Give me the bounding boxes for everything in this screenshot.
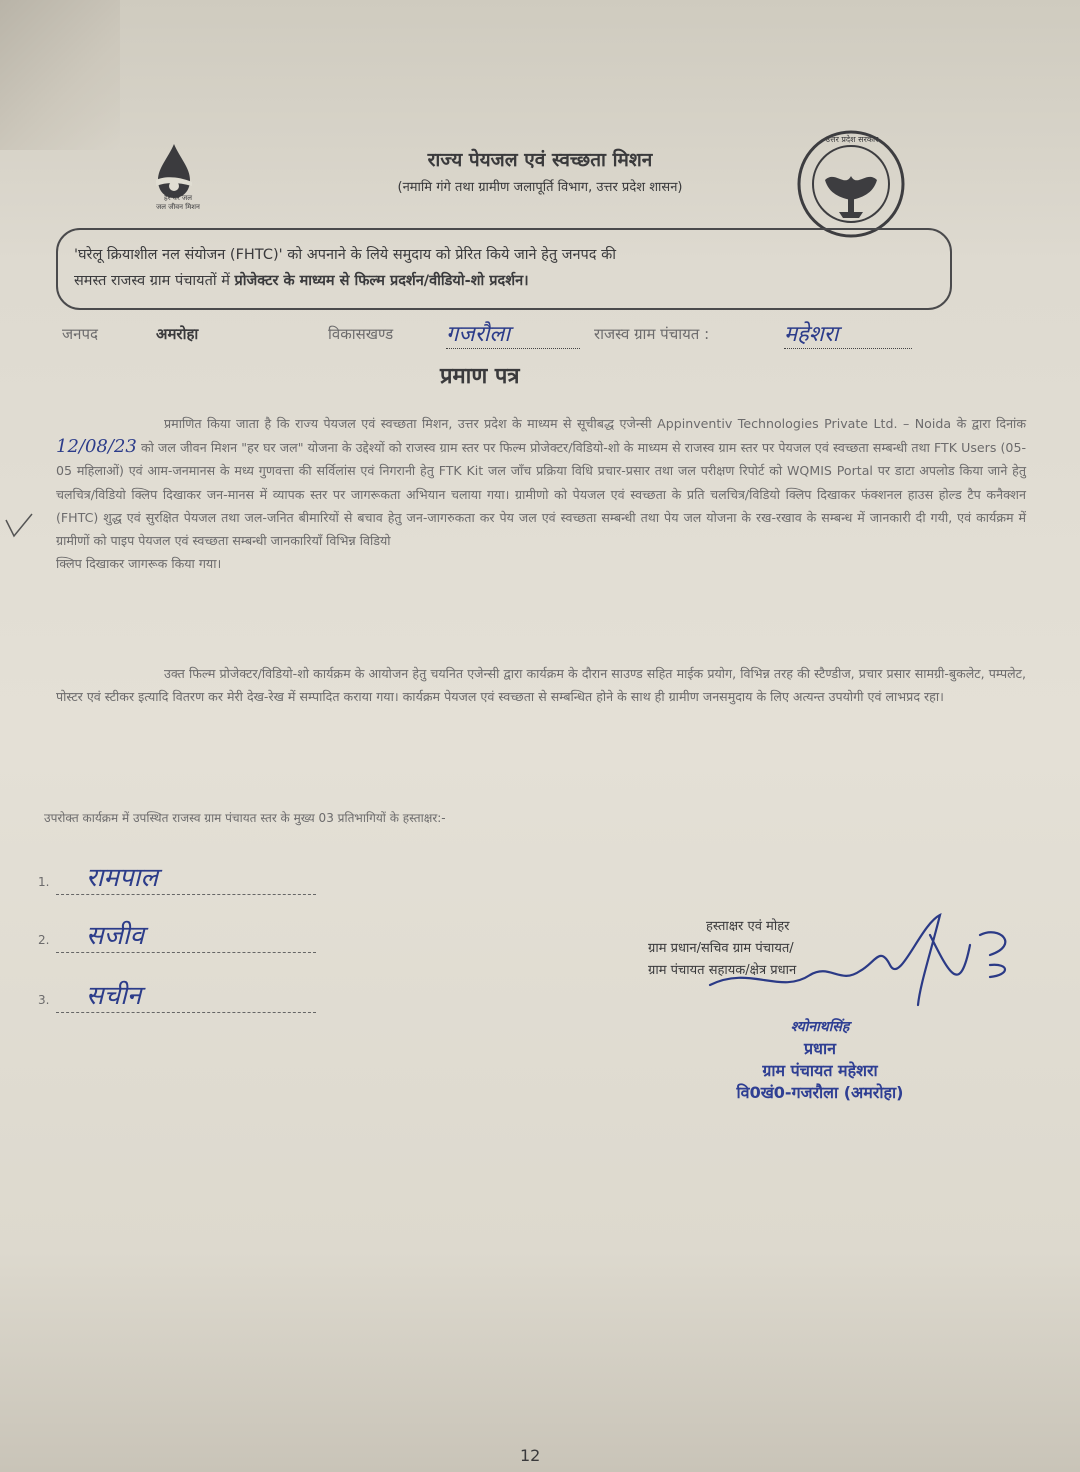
panchayat-label: राजस्व ग्राम पंचायत : — [594, 325, 710, 343]
pradhan-signature — [690, 905, 1020, 1025]
stamp-role: प्रधान — [804, 1039, 836, 1058]
para1-part1: प्रमाणित किया जाता है कि राज्य पेयजल एवं स्वच्छता मिशन, उत्तर प्रदेश के माध्यम से सूचीबद्ध एजेन्सी Appinventiv Technologies Private Ltd. – Noida के द्वारा दिनांक — [164, 416, 1026, 431]
stamp-signatory: श्योनाथसिंह — [790, 1019, 850, 1035]
para1-tail: क्लिप दिखाकर जागरूक किया गया। — [56, 556, 222, 572]
participant-signature-1: 1. रामपाल — [38, 858, 316, 895]
para1-part2: को जल जीवन मिशन "हर घर जल" योजना के उद्देश्यों को राजस्व ग्राम स्तर पर फिल्म प्रोजेक्टर/विडियो-शो के माध्यम से राजस्व ग्राम स्तर पर पेयजल एवं स्वच्छता सम्बन्धी तथा FTK Users (05-05 महिलाओं) एवं आम-जनमानस के मध्य गुणवत्ता की सर्विलांस एवं निगरानी हेतु FTK Kit जल जाँच प्रक्रिया विधि प्रचार-प्रसार तथा जल परीक्षण रिपोर्ट को WQMIS Portal पर डाटा अपलोड किया जाने हेतु चलचित्र/विडियो क्लिप दिखाकर जन-मानस में व्यापक स्तर पर जागरूकता अभियान चलाया गया। ग्रामीणो को पेयजल एवं स्वच्छता के प्रति चलचित्र/विडियो क्लिप दिखाकर फंक्शनल हाउस होल्ड टैप कनैक्शन (FHTC) शुद्ध एवं सुरक्षित पेयजल तथा जल-जनित बीमारियों से बचाव हेतु जन-जागरुकता कर पेय जल एवं स्वच्छता सम्बन्धी तथा पेय जल योजना के रख-रखाव के सम्बन्ध में जानकारी दी गयी, एवं कार्यक्रम में ग्रामीणों को पाइप पेयजल एवं स्वच्छता सम्बन्धी जानकारियाँ विभिन्न विडियो — [56, 440, 1026, 549]
stamp-gram-panchayat: ग्राम पंचायत महेशरा — [762, 1061, 878, 1080]
vikaskhand-value: गजरौला — [446, 318, 580, 349]
banner-line-2-bold: प्रोजेक्टर के माध्यम से फिल्म प्रदर्शन/वीडियो-शो प्रदर्शन। — [234, 273, 529, 289]
emblem-text: उत्तर प्रदेश सरकार — [825, 135, 879, 144]
certificate-title: प्रमाण पत्र — [440, 364, 520, 389]
panchayat-value: महेशरा — [784, 318, 912, 349]
janpad-value: अमरोहा — [156, 325, 199, 343]
participant-signature-2: 2. सजीव — [38, 916, 316, 953]
header-title: राज्य पेयजल एवं स्वच्छता मिशन — [427, 149, 653, 171]
participant-signature-3: 3. सचीन — [38, 976, 316, 1013]
participants-intro: उपरोक्त कार्यक्रम में उपस्थित राजस्व ग्राम पंचायत स्तर के मुख्य 03 प्रतिभागियों के हस्ताक्षर:- — [44, 811, 446, 825]
certificate-body-para-1 — [56, 412, 1026, 575]
certificate-body-para-2: उक्त फिल्म प्रोजेक्टर/विडियो-शो कार्यक्रम के आयोजन हेतु चयनित एजेन्सी द्वारा कार्यक्रम के दौरान साउण्ड सहित माईक प्रयोग, विभिन्न तरह की स्टैण्डीज, प्रचार प्रसार सामग्री-बुकलेट, पम्पलेट, पोस्टर एवं स्टीकर इत्यादि वितरण कर मेरी देख-रेख में सम्पादित कराया गया। कार्यक्रम पेयजल एवं स्वच्छता से सम्बन्धित होने के साथ ही ग्रामीण जनसमुदाय के लिए अत्यन्त उपयोगी एवं लाभप्रद रहा। — [56, 666, 1026, 705]
pradhan-stamp — [700, 1016, 940, 1104]
seal-line-2: ग्राम प्रधान/सचिव ग्राम पंचायत/ — [648, 941, 794, 956]
stamp-block: वि0खं0-गजरौला (अमरोहा) — [736, 1083, 904, 1102]
banner-line-1: 'घरेलू क्रियाशील नल संयोजन (FHTC)' को अपनाने के लिये समुदाय को प्रेरित किये जाने हेतु जनपद की — [74, 247, 616, 263]
janpad-label: जनपद — [62, 325, 98, 343]
banner-line-2-plain: समस्त राजस्व ग्राम पंचायतों में — [74, 273, 235, 289]
program-banner — [56, 228, 952, 310]
seal-line-3: ग्राम पंचायत सहायक/क्षेत्र प्रधान — [648, 963, 797, 978]
program-date: 12/08/23 — [56, 436, 137, 458]
page-fold-shadow — [0, 0, 120, 150]
har-ghar-jal-logo-text: हर घर जल जल जीवन मिशन — [156, 194, 200, 211]
page-number: 12 — [520, 1446, 541, 1465]
header-subtitle: (नमामि गंगे तथा ग्रामीण जलापूर्ति विभाग, उत्तर प्रदेश शासन) — [397, 180, 683, 195]
checkmark-icon — [4, 512, 34, 540]
banner-line-2 — [74, 268, 934, 294]
har-ghar-jal-logo — [128, 140, 228, 225]
seal-line-1: हस्ताक्षर एवं मोहर — [706, 919, 790, 934]
vikaskhand-label: विकासखण्ड — [328, 325, 394, 343]
